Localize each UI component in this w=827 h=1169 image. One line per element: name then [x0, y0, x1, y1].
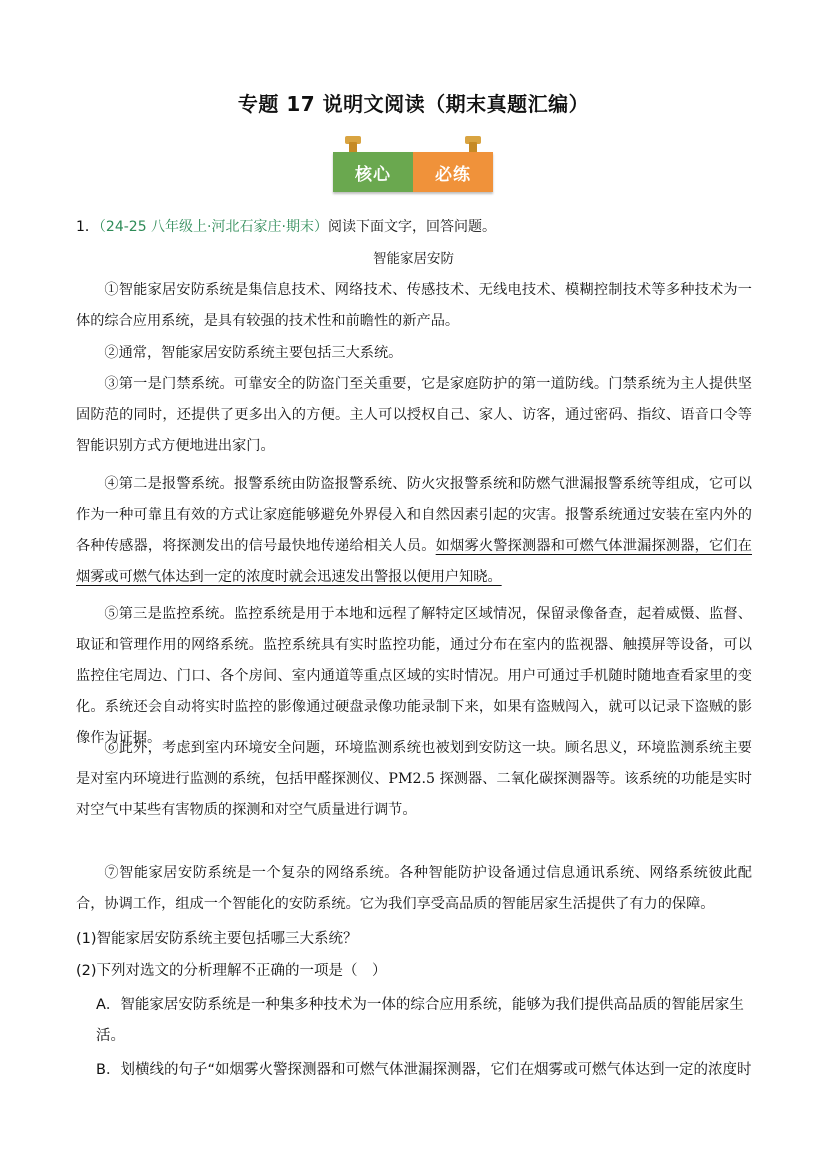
article-paragraph-4 [76, 469, 752, 593]
badge-left-label: 核心 [333, 152, 413, 192]
option-b: B．划横线的句子“如烟雾火警探测器和可燃气体泄漏探测器，它们在烟雾或可燃气体达到一定的浓度时 [96, 1062, 752, 1078]
badge-body [333, 152, 493, 192]
badge-right-label: 必练 [413, 152, 493, 192]
question-header [76, 216, 496, 236]
article-title: 智能家居安防 [373, 251, 454, 267]
core-practice-badge [333, 136, 493, 194]
article-paragraph-1: ①智能家居安防系统是集信息技术、网络技术、传感技术、无线电技术、模糊控制技术等多种技术为一体的综合应用系统，是具有较强的技术性和前瞻性的新产品。 [76, 282, 752, 329]
subquestion-1: (1)智能家居安防系统主要包括哪三大系统？ [76, 931, 358, 947]
article-paragraph-3: ③第一是门禁系统。可靠安全的防盗门至关重要，它是家庭防护的第一道防线。门禁系统为主人提供坚固防范的同时，还提供了更多出入的方便。主人可以授权自己、家人、访客，通过密码、指纹、语音口令等智能识别方式方便地进出家门。 [76, 376, 752, 454]
option-a: A．智能家居安防系统是一种集多种技术为一体的综合应用系统，能够为我们提供高品质的智能居家生活。 [96, 997, 744, 1044]
article-paragraph-6: ⑥此外，考虑到室内环境安全问题，环境监测系统也被划到安防这一块。顾名思义，环境监测系统主要是对室内环境进行监测的系统，包括甲醛探测仪、PM2.5 探测器、二氧化碳探测器等。该系统的功能是实时对空气中某些有害物质的探测和对空气质量进行调节。 [76, 740, 752, 818]
paragraph-4-text: ④第二是报警系统。报警系统由防盗报警系统、防火灾报警系统和防燃气泄漏报警系统等组成，它可以作为一种可靠且有效的方式让家庭能够避免外界侵入和自然因素引起的灾害。报警系统通过安装在室内外的各种传感器，将探测发出的信号最快地传递给相关人员。 [76, 476, 752, 554]
page-title: 专题 17 说明文阅读（期末真题汇编） [237, 92, 590, 116]
question-source: （24-25 八年级上·河北石家庄·期末） [98, 219, 328, 235]
subquestion-2: (2)下列对选文的分析理解不正确的一项是（ ） [76, 963, 387, 979]
article-paragraph-5: ⑤第三是监控系统。监控系统是用于本地和远程了解特定区域情况，保留录像备查，起着威慑、监督、取证和管理作用的网络系统。监控系统具有实时监控功能，通过分布在室内的监视器、触摸屏等设备，可以监控住宅周边、门口、各个房间、室内通道等重点区域的实时情况。用户可通过手机随时随地查看家里的变化。系统还会自动将实时监控的影像通过硬盘录像功能录制下来，如果有盗贼闯入，就可以记录下盗贼的影像作为证据。 [76, 606, 752, 746]
underlined-sentence: 如烟雾火警探测器和可燃气体泄漏探测器，它们在烟雾或可燃气体达到一定的浓度时就会迅速发出警报以便用户知晓。 [76, 538, 752, 585]
question-number: 1． [76, 219, 99, 235]
question-instruction: 阅读下面文字，回答问题。 [327, 219, 496, 235]
article-paragraph-2: ②通常，智能家居安防系统主要包括三大系统。 [104, 345, 403, 361]
article-paragraph-7: ⑦智能家居安防系统是一个复杂的网络系统。各种智能防护设备通过信息通讯系统、网络系统彼此配合，协调工作，组成一个智能化的安防系统。它为我们享受高品质的智能居家生活提供了有力的保障。 [76, 865, 752, 912]
